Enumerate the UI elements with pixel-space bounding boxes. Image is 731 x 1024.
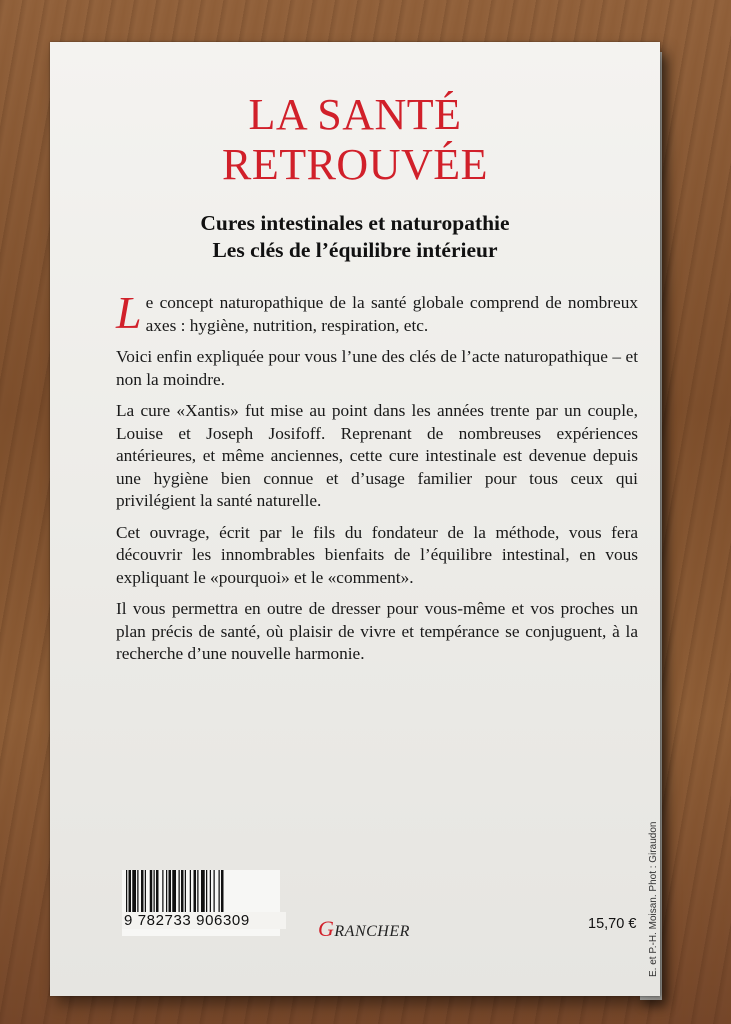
- blurb-paragraph-4: Cet ouvrage, écrit par le fils du fondateur de la méthode, vous fera découvrir les innombrables bienfaits de l’équilibre intestinal, en vous expliquant le «pourquoi» et le «comment».: [116, 522, 638, 587]
- blurb-paragraph-1-text: e concept naturopathique de la santé globale comprend de nombreux axes : hygiène, nutrition, respiration, etc.: [145, 293, 638, 335]
- barcode-bar: [172, 870, 176, 912]
- barcode-bar: [214, 870, 215, 912]
- barcode-bar: [210, 870, 211, 912]
- book-back-cover: [50, 42, 660, 996]
- barcode-bar: [201, 870, 205, 912]
- blurb-paragraph-3: La cure «Xantis» fut mise au point dans les années trente par un couple, Louise et Joseph Josifoff. Reprenant de nombreuses expériences antérieures, et même anciennes, cette cure intestinale est devenue depuis une hygiène bien connue et d’usage familier pour tous ceux qui privilégient la santé naturelle.: [116, 401, 638, 510]
- barcode-bar: [166, 870, 167, 912]
- barcode-bar: [156, 870, 159, 912]
- barcode-bars: [122, 870, 280, 912]
- blurb-paragraph-5: Il vous permettra en outre de dresser pour vous-même et vos proches un plan précis de santé, où plaisir de vivre et tempérance se conjuguent, à la recherche d’une nouvelle harmonie.: [116, 599, 638, 663]
- blurb-paragraph-2: Voici enfin expliquée pour vous l’une des clés de l’acte naturopathique – et non la moindre.: [116, 347, 638, 389]
- blurb-text: [116, 287, 638, 675]
- title-line-2: RETROUVÉE: [221, 140, 489, 189]
- barcode-bar: [169, 870, 172, 912]
- barcode-bar: [179, 870, 180, 912]
- barcode-bar: [206, 870, 207, 912]
- barcode-bar: [190, 870, 191, 912]
- barcode-bar: [181, 870, 184, 912]
- price: 15,70 €: [588, 916, 637, 932]
- barcode-bar: [126, 870, 127, 912]
- subtitle-line-2: Les clés de l’équilibre intérieur: [212, 238, 498, 262]
- photo-credit: E. et P.-H. Moisan. Phot : Giraudon: [648, 821, 659, 977]
- publisher-logo-rest: RANCHER: [334, 923, 410, 940]
- barcode-bar: [154, 870, 155, 912]
- publisher-logo-initial: G: [318, 916, 335, 941]
- barcode-bar: [145, 870, 146, 912]
- barcode-bar: [162, 870, 163, 912]
- barcode-bar: [219, 870, 220, 912]
- barcode-bar: [221, 870, 224, 912]
- barcode-bar: [129, 870, 132, 912]
- subtitle-line-1: Cures intestinales et naturopathie: [200, 211, 510, 235]
- barcode-bar: [194, 870, 197, 912]
- barcode-bar: [132, 870, 136, 912]
- drop-cap: L: [116, 287, 142, 338]
- title-line-1: LA SANTÉ: [248, 90, 462, 139]
- isbn-number: 9 782733 906309: [122, 912, 286, 929]
- barcode-bar: [185, 870, 186, 912]
- barcode-bar: [150, 870, 153, 912]
- barcode-bar: [197, 870, 198, 912]
- blurb-paragraph-1: [116, 287, 638, 338]
- barcode-bar: [141, 870, 144, 912]
- publisher-logo: [318, 916, 410, 942]
- barcode-bar: [137, 870, 138, 912]
